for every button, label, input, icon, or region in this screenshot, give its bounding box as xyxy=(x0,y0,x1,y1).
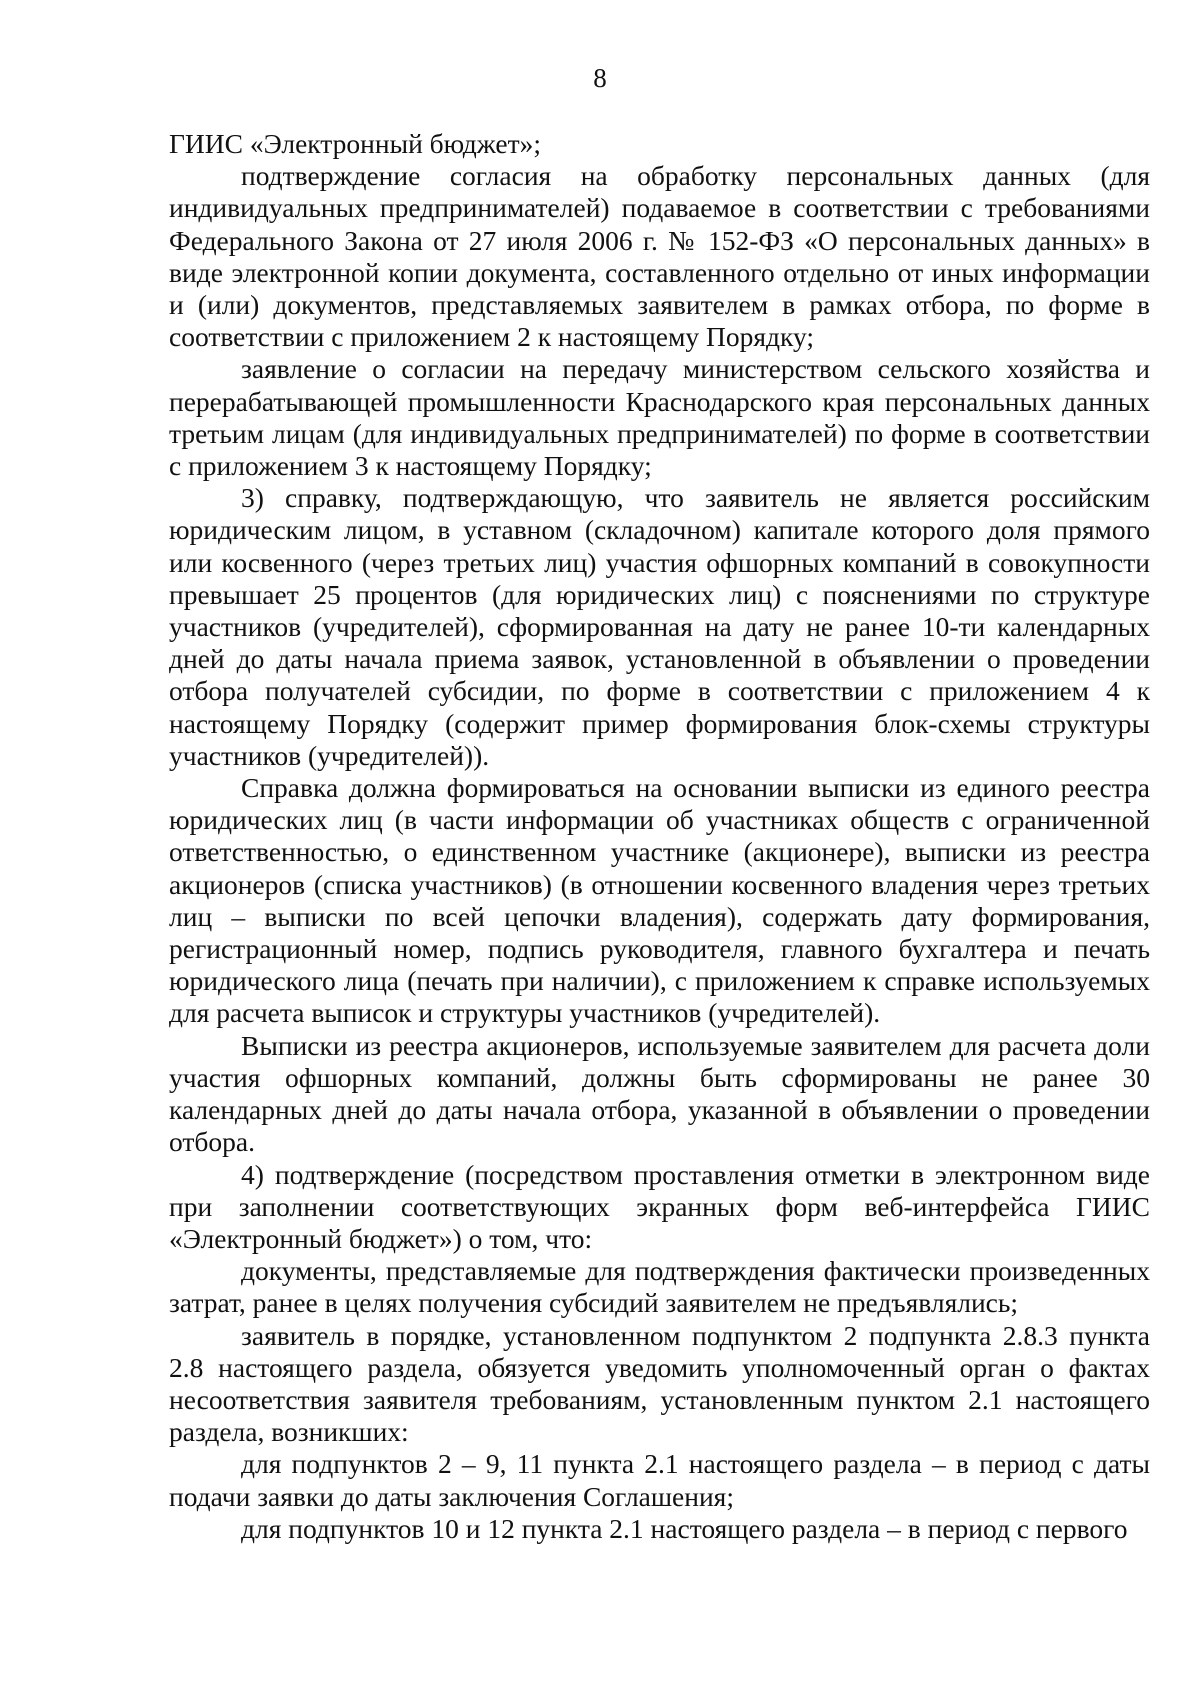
paragraph-personal-data-consent: подтверждение согласия на обработку персональных данных (для индивидуальных предпринимателей) подаваемое в соответствии с требованиями Федерального Закона от 27 июля 2006 г. № 152-ФЗ «О персональных данных» в виде электронной копии документа, составленного отдельно от иных информации и (или) документов, представляемых заявителем в рамках отбора, по форме в соответствии с приложением 2 к настоящему Порядку; xyxy=(169,160,1150,353)
paragraph-offshore-certificate: 3) справку, подтверждающую, что заявитель не является российским юридическим лицом, в уставном (складочном) капитале которого доля прямого или косвенного (через третьих лиц) участия офшорных компаний в совокупности превышает 25 процентов (для юридических лиц) с пояснениями по структуре участников (учредителей), сформированная на дату не ранее 10-ти календарных дней до даты начала приема заявок, установленной в объявлении о проведении отбора получателей субсидии, по форме в соответствии с приложением 4 к настоящему Порядку (содержит пример формирования блок-схемы структуры участников (учредителей)). xyxy=(169,482,1150,771)
paragraph-documents-not-presented: документы, представляемые для подтверждения фактически произведенных затрат, ранее в целях получения субсидий заявителем не предъявлялись; xyxy=(169,1255,1150,1319)
page-number: 8 xyxy=(593,63,607,93)
paragraph-confirmation: 4) подтверждение (посредством проставления отметки в электронном виде при заполнении соответствующих экранных форм веб-интерфейса ГИИС «Электронный бюджет») о том, что: xyxy=(169,1158,1150,1254)
document-body xyxy=(169,128,1150,1545)
paragraph-subitems-2-9-11: для подпунктов 2 – 9, 11 пункта 2.1 настоящего раздела – в период с даты подачи заявки до даты заключения Соглашения; xyxy=(169,1448,1150,1512)
paragraph-applicant-obligation: заявитель в порядке, установленном подпунктом 2 подпункта 2.8.3 пункта 2.8 настоящего раздела, обязуется уведомить уполномоченный орган о фактах несоответствия заявителя требованиям, установленным пунктом 2.1 настоящего раздела, возникших: xyxy=(169,1319,1150,1448)
paragraph-certificate-basis: Справка должна формироваться на основании выписки из единого реестра юридических лиц (в части информации об участниках обществ с ограниченной ответственностью, о единственном участнике (акционере), выписки из реестра акционеров (списка участников) (в отношении косвенного владения через третьих лиц – выписки по всей цепочки владения), содержать дату формирования, регистрационный номер, подпись руководителя, главного бухгалтера и печать юридического лица (печать при наличии), с приложением к справке используемых для расчета выписок и структуры участников (учредителей). xyxy=(169,772,1150,1029)
paragraph-third-party-transfer: заявление о согласии на передачу министерством сельского хозяйства и перерабатывающей промышленности Краснодарского края персональных данных третьим лицам (для индивидуальных предпринимателей) по форме в соответствии с приложением 3 к настоящему Порядку; xyxy=(169,353,1150,482)
paragraph-giis-ending: ГИИС «Электронный бюджет»; xyxy=(169,128,542,159)
paragraph-shareholder-extracts: Выписки из реестра акционеров, используемые заявителем для расчета доли участия офшорных компаний, должны быть сформированы не ранее 30 календарных дней до даты начала отбора, указанной в объявлении о проведении отбора. xyxy=(169,1029,1150,1158)
paragraph-subitems-10-12: для подпунктов 10 и 12 пункта 2.1 настоящего раздела – в период с первого xyxy=(241,1512,1128,1544)
